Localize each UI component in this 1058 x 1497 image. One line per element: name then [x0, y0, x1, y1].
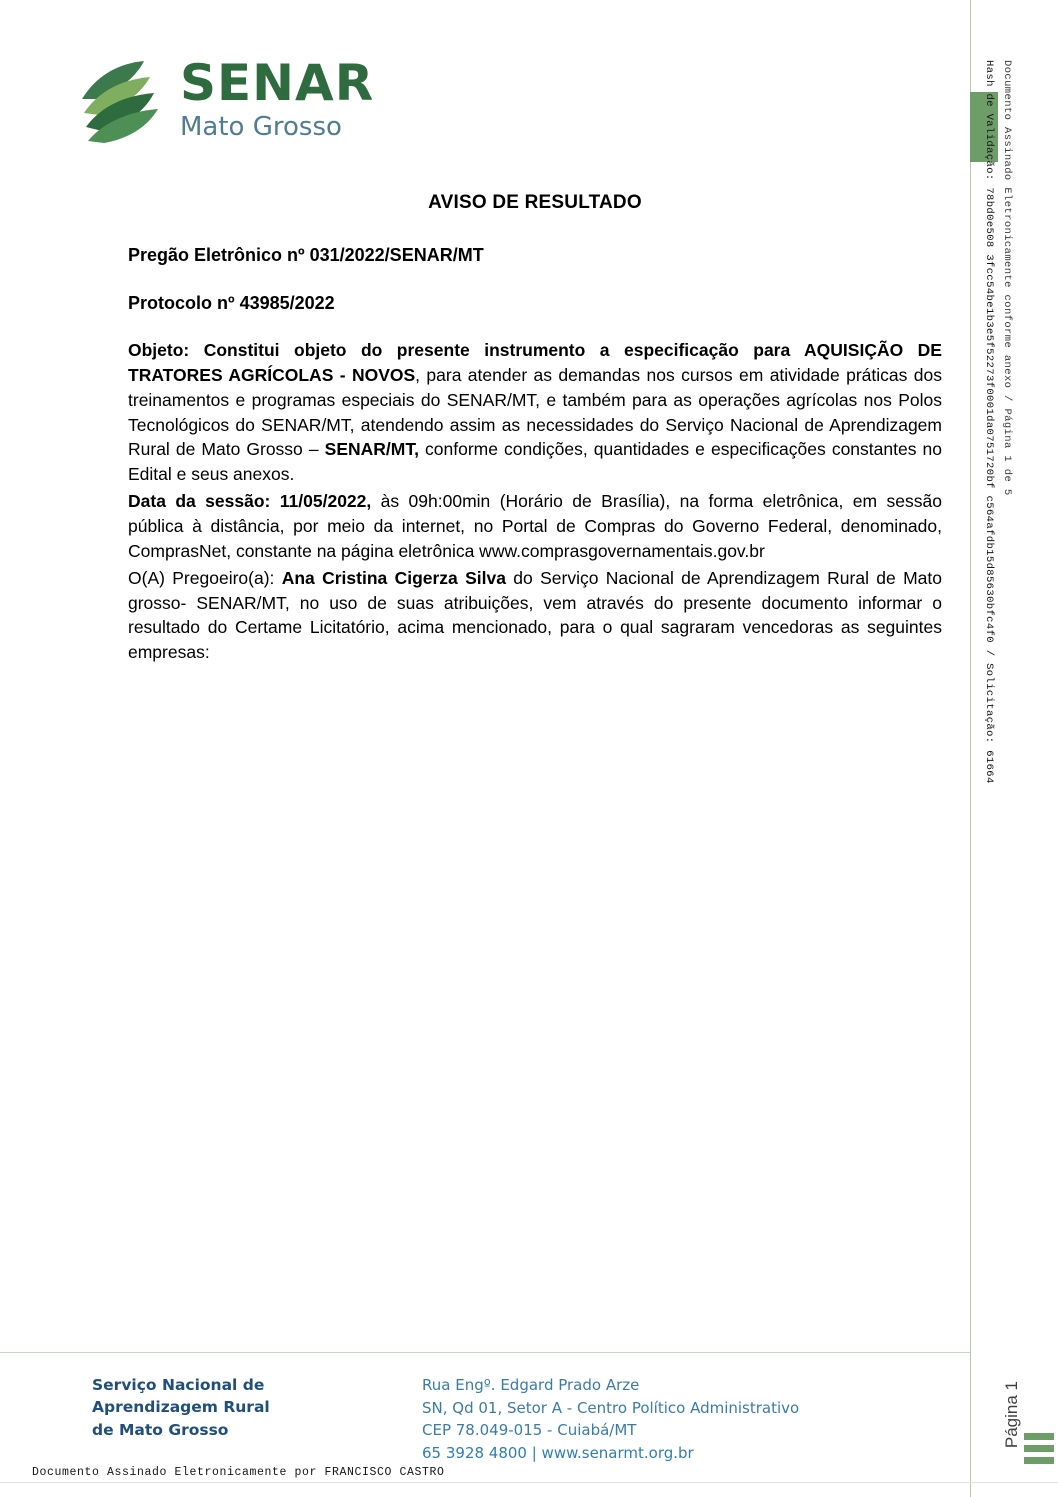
- logo-subtitle: Mato Grosso: [180, 112, 342, 143]
- electronic-signature-note: Documento Assinado Eletronicamente por FRANCISCO CASTRO: [32, 1466, 445, 1479]
- objeto-bold-2: SENAR/MT,: [324, 439, 419, 460]
- logo-wordmark: [180, 54, 375, 143]
- senar-logo: [70, 55, 374, 147]
- strip-bar-3: [1024, 1457, 1054, 1464]
- sessao-label: Data da sessão: 11/05/2022,: [128, 491, 372, 512]
- strip-footer-bars: [1024, 1433, 1054, 1469]
- validation-hash: Hash de Validação: 78bd0e508 3fcc54be1b3e5f52273f0001da0751720bf c564afdb15d85630bfc4f0 / Solicitação: 61664: [983, 60, 995, 784]
- strip-bar-2: [1024, 1445, 1054, 1452]
- pregoeiro-post: do Serviço Nacional de Aprendizagem Rural de Mato grosso- SENAR/MT, no uso de suas atribuições, vem através do presente documento informar o resultado do Certame Licitatório, acima mencionado, para o qual sagraram vencedoras as seguintes empresas:: [128, 567, 943, 663]
- objeto-rest-1: , para atender as demandas nos cursos em atividade práticas dos treinamentos e programas especiais do SENAR/MT, e também para as operações agrícolas nos Polos Tecnológicos do SENAR/MT, atendendo assim as necessidades do Serviço Nacional de Aprendizagem Rural de Mato Grosso –: [128, 364, 942, 460]
- sessao-text: às 09h:00min (Horário de Brasília), na forma eletrônica, em sessão pública à distância, por meio da internet, no Portal de Compras do Governo Federal, denominado, ComprasNet, constante na página eletrônica www.comprasgovernamentais.gov.br: [128, 491, 942, 561]
- footer-org-line-2: Aprendizagem Rural: [92, 1398, 270, 1417]
- objeto-bold-1: Constitui objeto do presente instrumento a especificação para AQUISIÇÃO DE TRATORES AGRÍCOLAS - NOVOS: [128, 340, 942, 385]
- objeto-rest-2: conforme condições, quantidades e especificações constantes no Edital e seus anexos.: [128, 439, 942, 485]
- objeto-label: Objeto:: [128, 340, 190, 361]
- page-title: AVISO DE RESULTADO: [428, 192, 642, 213]
- page-number-label: Página 1: [1002, 1381, 1021, 1449]
- bottom-divider: [0, 1482, 1058, 1483]
- senar-leaf-logo-icon: [70, 55, 166, 147]
- strip-divider: [970, 0, 971, 1497]
- footer-org-line-3: de Mato Grosso: [92, 1420, 229, 1439]
- sessao-paragraph: [128, 489, 942, 564]
- footer-org: [92, 1374, 422, 1464]
- page-footer: [92, 1374, 952, 1464]
- footer-address-line-2: SN, Qd 01, Setor A - Centro Político Administrativo: [422, 1398, 800, 1417]
- pregoeiro-paragraph: [128, 566, 942, 665]
- footer-divider: [0, 1352, 970, 1353]
- signature-note: Documento Assinado Eletronicamente conforme anexo / Página 1 de 5: [1001, 60, 1013, 496]
- footer-org-line-1: Serviço Nacional de: [92, 1376, 265, 1394]
- pregao-number: Pregão Eletrônico nº 031/2022/SENAR/MT: [128, 244, 484, 265]
- footer-contact-line: 65 3928 4800 | www.senarmt.org.br: [422, 1443, 694, 1462]
- pregoeiro-name: Ana Cristina Cigerza Silva: [281, 567, 506, 588]
- strip-bar-1: [1024, 1433, 1054, 1440]
- objeto-paragraph: [128, 338, 942, 487]
- document-body: [128, 190, 942, 665]
- pregoeiro-pre: O(A) Pregoeiro(a):: [128, 567, 282, 588]
- logo-title: SENAR: [180, 54, 375, 113]
- protocolo-number: Protocolo nº 43985/2022: [128, 292, 335, 313]
- validation-strip: [970, 0, 1058, 1497]
- footer-address-line-3: CEP 78.049-015 - Cuiabá/MT: [422, 1421, 637, 1439]
- footer-address-line-1: Rua Engº. Edgard Prado Arze: [422, 1376, 640, 1394]
- footer-address: [422, 1374, 799, 1464]
